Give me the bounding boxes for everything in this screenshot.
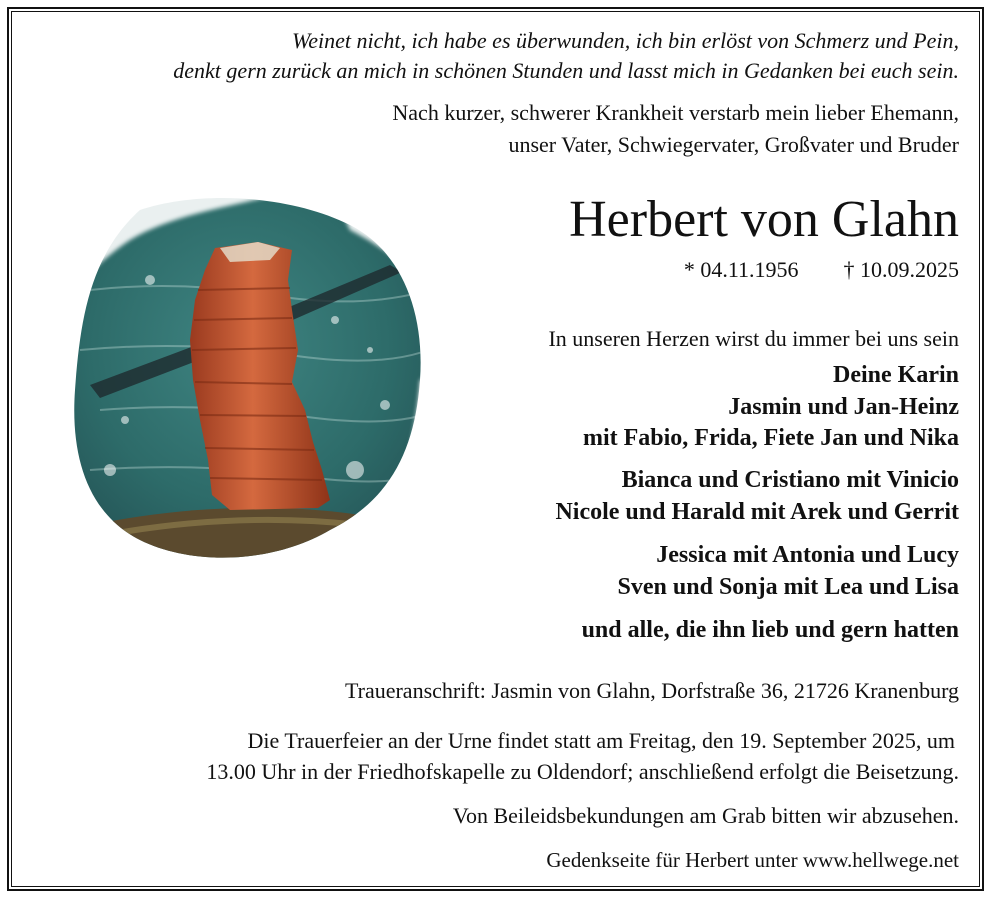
family-line-1: Deine Karin xyxy=(833,362,959,388)
ceremony-line-1: Die Trauerfeier an der Urne findet statt am Freitag, den 19. September 2025, um xyxy=(247,728,955,753)
family-line-4: Bianca und Cristiano mit Vinicio xyxy=(621,467,959,493)
family-line-5: Nicole und Harald mit Arek und Gerrit xyxy=(555,499,959,525)
motto: In unseren Herzen wirst du immer bei uns sein xyxy=(548,326,959,351)
death-date: † 10.09.2025 xyxy=(843,257,959,282)
rock-pillar-at-sea-photo xyxy=(30,170,450,610)
family-line-8: und alle, die ihn lieb und gern hatten xyxy=(581,617,959,643)
deceased-name: Herbert von Glahn xyxy=(569,191,959,248)
intro-line-2: unser Vater, Schwiegervater, Großvater und Bruder xyxy=(508,132,959,157)
family-line-6: Jessica mit Antonia und Lucy xyxy=(656,542,959,568)
family-line-2: Jasmin und Jan-Heinz xyxy=(728,394,959,420)
condolence-note: Von Beileidsbekundungen am Grab bitten wir abzusehen. xyxy=(452,803,959,828)
mourning-address: Traueranschrift: Jasmin von Glahn, Dorfstraße 36, 21726 Kranenburg xyxy=(344,678,959,703)
memorial-page-note: Gedenkseite für Herbert unter www.hellwege.net xyxy=(546,848,959,872)
quote-line-2: denkt gern zurück an mich in schönen Stunden und lasst mich in Gedanken bei euch sein. xyxy=(173,58,959,83)
life-dates xyxy=(684,257,959,283)
intro-line-1: Nach kurzer, schwerer Krankheit verstarb mein lieber Ehemann, xyxy=(392,100,959,125)
ceremony-line-2: 13.00 Uhr in der Friedhofskapelle zu Oldendorf; anschließend erfolgt die Beisetzung. xyxy=(206,759,959,784)
family-line-7: Sven und Sonja mit Lea und Lisa xyxy=(617,574,959,600)
birth-date: * 04.11.1956 xyxy=(683,257,799,282)
family-line-3: mit Fabio, Frida, Fiete Jan und Nika xyxy=(582,425,959,451)
quote-line-1: Weinet nicht, ich habe es überwunden, ich bin erlöst von Schmerz und Pein, xyxy=(291,28,959,53)
